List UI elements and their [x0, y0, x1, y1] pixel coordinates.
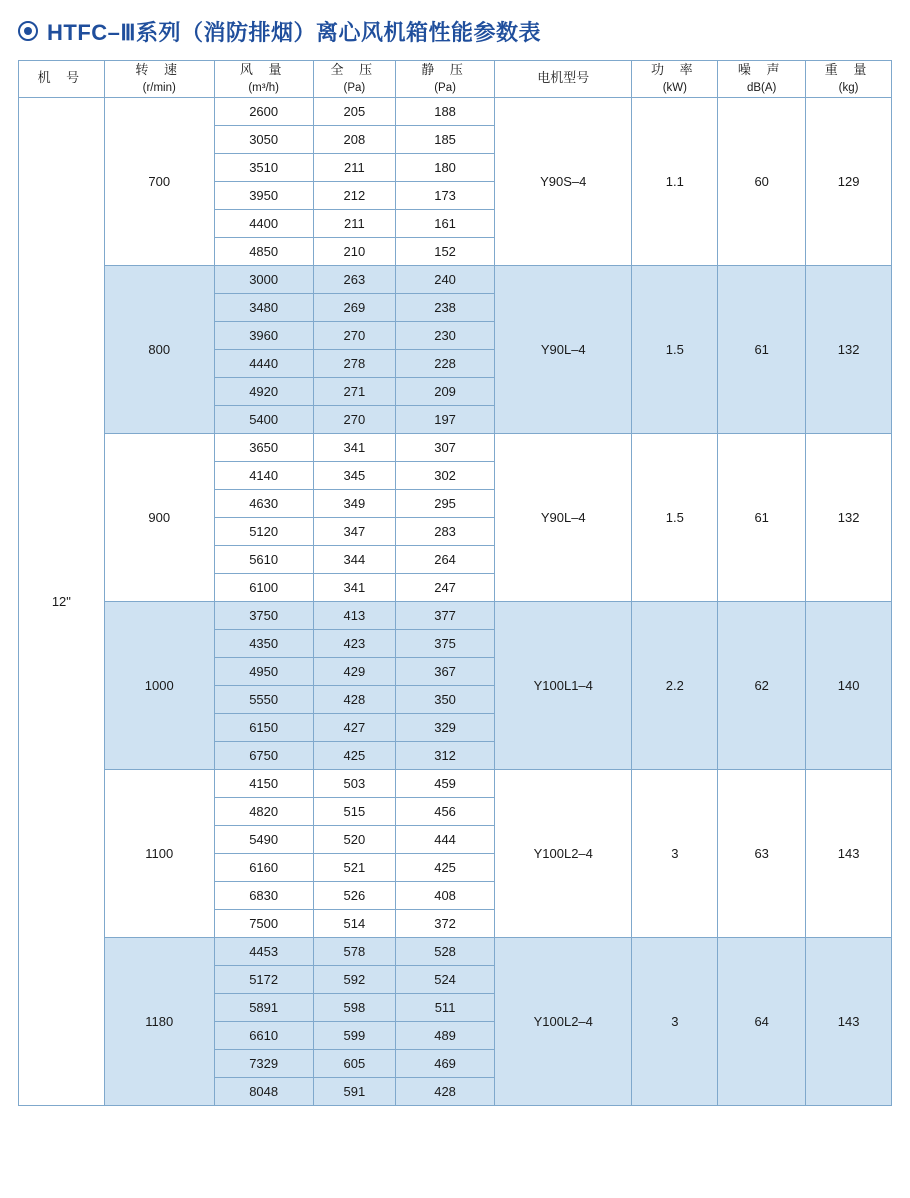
table-row [19, 769, 892, 797]
cell-flow: 6610 [214, 1021, 313, 1049]
cell-speed: 1100 [104, 769, 214, 937]
cell-total-pressure: 211 [313, 209, 395, 237]
column-header-model-no-main: 机 号 [37, 70, 86, 86]
cell-static-pressure: 295 [396, 489, 495, 517]
cell-weight: 143 [806, 769, 892, 937]
cell-static-pressure: 312 [396, 741, 495, 769]
cell-power: 3 [632, 937, 718, 1105]
cell-motor-model: Y90L–4 [495, 265, 632, 433]
column-header-power [632, 61, 718, 98]
cell-noise: 61 [718, 265, 806, 433]
cell-total-pressure: 427 [313, 713, 395, 741]
cell-static-pressure: 307 [396, 433, 495, 461]
cell-speed: 1180 [104, 937, 214, 1105]
cell-static-pressure: 350 [396, 685, 495, 713]
cell-static-pressure: 372 [396, 909, 495, 937]
page-title [0, 0, 910, 60]
column-header-static-pressure-unit: (Pa) [434, 81, 456, 94]
cell-total-pressure: 344 [313, 545, 395, 573]
cell-static-pressure: 152 [396, 237, 495, 265]
cell-flow: 5891 [214, 993, 313, 1021]
cell-total-pressure: 521 [313, 853, 395, 881]
cell-total-pressure: 211 [313, 153, 395, 181]
column-header-speed [104, 61, 214, 98]
cell-static-pressure: 264 [396, 545, 495, 573]
cell-static-pressure: 247 [396, 573, 495, 601]
cell-static-pressure: 230 [396, 321, 495, 349]
cell-total-pressure: 598 [313, 993, 395, 1021]
cell-total-pressure: 347 [313, 517, 395, 545]
cell-static-pressure: 528 [396, 937, 495, 965]
cell-total-pressure: 208 [313, 125, 395, 153]
column-header-static-pressure [396, 61, 495, 98]
cell-power: 3 [632, 769, 718, 937]
cell-flow: 8048 [214, 1077, 313, 1105]
cell-speed: 900 [104, 433, 214, 601]
cell-static-pressure: 428 [396, 1077, 495, 1105]
cell-total-pressure: 514 [313, 909, 395, 937]
cell-total-pressure: 503 [313, 769, 395, 797]
cell-total-pressure: 526 [313, 881, 395, 909]
column-header-total-pressure-main: 全 压 [330, 62, 379, 77]
cell-total-pressure: 423 [313, 629, 395, 657]
table-header [19, 61, 892, 98]
cell-static-pressure: 367 [396, 657, 495, 685]
cell-total-pressure: 269 [313, 293, 395, 321]
cell-total-pressure: 212 [313, 181, 395, 209]
performance-table [18, 60, 892, 1106]
column-header-noise [718, 61, 806, 98]
page-title-text: HTFC–Ⅲ系列（消防排烟）离心风机箱性能参数表 [47, 19, 542, 45]
table-row [19, 601, 892, 629]
cell-static-pressure: 469 [396, 1049, 495, 1077]
table-row [19, 433, 892, 461]
table-row [19, 265, 892, 293]
cell-static-pressure: 329 [396, 713, 495, 741]
cell-total-pressure: 270 [313, 405, 395, 433]
cell-total-pressure: 341 [313, 573, 395, 601]
cell-model-no: 12" [19, 97, 105, 1105]
cell-total-pressure: 515 [313, 797, 395, 825]
column-header-noise-main: 噪 声 [737, 62, 786, 77]
cell-static-pressure: 240 [396, 265, 495, 293]
cell-noise: 63 [718, 769, 806, 937]
cell-total-pressure: 345 [313, 461, 395, 489]
column-header-motor-model-main: 电机型号 [537, 70, 590, 86]
column-header-model-no [19, 61, 105, 98]
cell-speed: 700 [104, 97, 214, 265]
cell-total-pressure: 428 [313, 685, 395, 713]
cell-flow: 6150 [214, 713, 313, 741]
table-body [19, 97, 892, 1105]
cell-power: 1.1 [632, 97, 718, 265]
column-header-weight-main: 重 量 [824, 62, 873, 77]
cell-static-pressure: 408 [396, 881, 495, 909]
cell-total-pressure: 271 [313, 377, 395, 405]
cell-total-pressure: 429 [313, 657, 395, 685]
cell-static-pressure: 283 [396, 517, 495, 545]
cell-static-pressure: 375 [396, 629, 495, 657]
cell-noise: 62 [718, 601, 806, 769]
cell-static-pressure: 302 [396, 461, 495, 489]
cell-static-pressure: 377 [396, 601, 495, 629]
cell-static-pressure: 238 [396, 293, 495, 321]
cell-total-pressure: 341 [313, 433, 395, 461]
cell-flow: 5610 [214, 545, 313, 573]
cell-flow: 3050 [214, 125, 313, 153]
cell-total-pressure: 263 [313, 265, 395, 293]
cell-flow: 4400 [214, 209, 313, 237]
column-header-static-pressure-main: 静 压 [421, 62, 469, 77]
cell-flow: 3650 [214, 433, 313, 461]
cell-total-pressure: 578 [313, 937, 395, 965]
cell-static-pressure: 228 [396, 349, 495, 377]
cell-static-pressure: 511 [396, 993, 495, 1021]
cell-static-pressure: 524 [396, 965, 495, 993]
table-row [19, 97, 892, 125]
cell-flow: 5550 [214, 685, 313, 713]
cell-flow: 4820 [214, 797, 313, 825]
column-header-speed-main: 转 速 [135, 62, 184, 77]
cell-flow: 3750 [214, 601, 313, 629]
target-circle-icon [18, 21, 38, 41]
cell-static-pressure: 173 [396, 181, 495, 209]
cell-flow: 4453 [214, 937, 313, 965]
performance-table-wrapper [0, 60, 910, 1106]
cell-flow: 7329 [214, 1049, 313, 1077]
cell-flow: 5172 [214, 965, 313, 993]
cell-total-pressure: 205 [313, 97, 395, 125]
cell-flow: 4150 [214, 769, 313, 797]
cell-flow: 5400 [214, 405, 313, 433]
column-header-total-pressure-unit: (Pa) [343, 81, 366, 94]
column-header-flow-unit: (m³/h) [248, 81, 279, 94]
cell-weight: 143 [806, 937, 892, 1105]
cell-static-pressure: 459 [396, 769, 495, 797]
cell-static-pressure: 161 [396, 209, 495, 237]
cell-flow: 4950 [214, 657, 313, 685]
cell-speed: 1000 [104, 601, 214, 769]
cell-motor-model: Y100L2–4 [495, 769, 632, 937]
cell-total-pressure: 270 [313, 321, 395, 349]
column-header-power-main: 功 率 [651, 62, 699, 77]
cell-speed: 800 [104, 265, 214, 433]
cell-total-pressure: 425 [313, 741, 395, 769]
cell-flow: 6100 [214, 573, 313, 601]
cell-static-pressure: 185 [396, 125, 495, 153]
cell-weight: 129 [806, 97, 892, 265]
cell-static-pressure: 180 [396, 153, 495, 181]
cell-total-pressure: 592 [313, 965, 395, 993]
column-header-noise-unit: dB(A) [746, 81, 777, 94]
cell-flow: 6830 [214, 881, 313, 909]
cell-motor-model: Y100L2–4 [495, 937, 632, 1105]
cell-static-pressure: 489 [396, 1021, 495, 1049]
table-row [19, 937, 892, 965]
column-header-speed-unit: (r/min) [142, 81, 176, 94]
cell-flow: 3960 [214, 321, 313, 349]
cell-flow: 5120 [214, 517, 313, 545]
cell-total-pressure: 349 [313, 489, 395, 517]
column-header-motor-model [495, 61, 632, 98]
cell-flow: 4350 [214, 629, 313, 657]
cell-total-pressure: 599 [313, 1021, 395, 1049]
column-header-flow-main: 风 量 [239, 62, 288, 77]
cell-flow: 5490 [214, 825, 313, 853]
cell-flow: 4440 [214, 349, 313, 377]
cell-weight: 140 [806, 601, 892, 769]
cell-motor-model: Y90L–4 [495, 433, 632, 601]
cell-flow: 4140 [214, 461, 313, 489]
cell-total-pressure: 278 [313, 349, 395, 377]
cell-flow: 4920 [214, 377, 313, 405]
cell-flow: 3000 [214, 265, 313, 293]
cell-power: 1.5 [632, 265, 718, 433]
column-header-total-pressure [313, 61, 395, 98]
cell-noise: 64 [718, 937, 806, 1105]
cell-flow: 7500 [214, 909, 313, 937]
cell-total-pressure: 520 [313, 825, 395, 853]
column-header-power-unit: (kW) [662, 81, 687, 94]
cell-flow: 3480 [214, 293, 313, 321]
column-header-weight [806, 61, 892, 98]
cell-flow: 3510 [214, 153, 313, 181]
cell-total-pressure: 413 [313, 601, 395, 629]
cell-static-pressure: 425 [396, 853, 495, 881]
cell-power: 1.5 [632, 433, 718, 601]
cell-flow: 3950 [214, 181, 313, 209]
cell-noise: 60 [718, 97, 806, 265]
cell-power: 2.2 [632, 601, 718, 769]
cell-weight: 132 [806, 265, 892, 433]
cell-total-pressure: 591 [313, 1077, 395, 1105]
cell-flow: 6750 [214, 741, 313, 769]
cell-total-pressure: 210 [313, 237, 395, 265]
cell-motor-model: Y100L1–4 [495, 601, 632, 769]
column-header-flow [214, 61, 313, 98]
cell-static-pressure: 188 [396, 97, 495, 125]
cell-static-pressure: 456 [396, 797, 495, 825]
cell-motor-model: Y90S–4 [495, 97, 632, 265]
cell-flow: 4850 [214, 237, 313, 265]
table-header-row [19, 61, 892, 98]
cell-weight: 132 [806, 433, 892, 601]
cell-flow: 2600 [214, 97, 313, 125]
cell-flow: 6160 [214, 853, 313, 881]
cell-static-pressure: 444 [396, 825, 495, 853]
cell-static-pressure: 209 [396, 377, 495, 405]
column-header-weight-unit: (kg) [838, 81, 859, 94]
cell-flow: 4630 [214, 489, 313, 517]
cell-noise: 61 [718, 433, 806, 601]
cell-static-pressure: 197 [396, 405, 495, 433]
cell-total-pressure: 605 [313, 1049, 395, 1077]
